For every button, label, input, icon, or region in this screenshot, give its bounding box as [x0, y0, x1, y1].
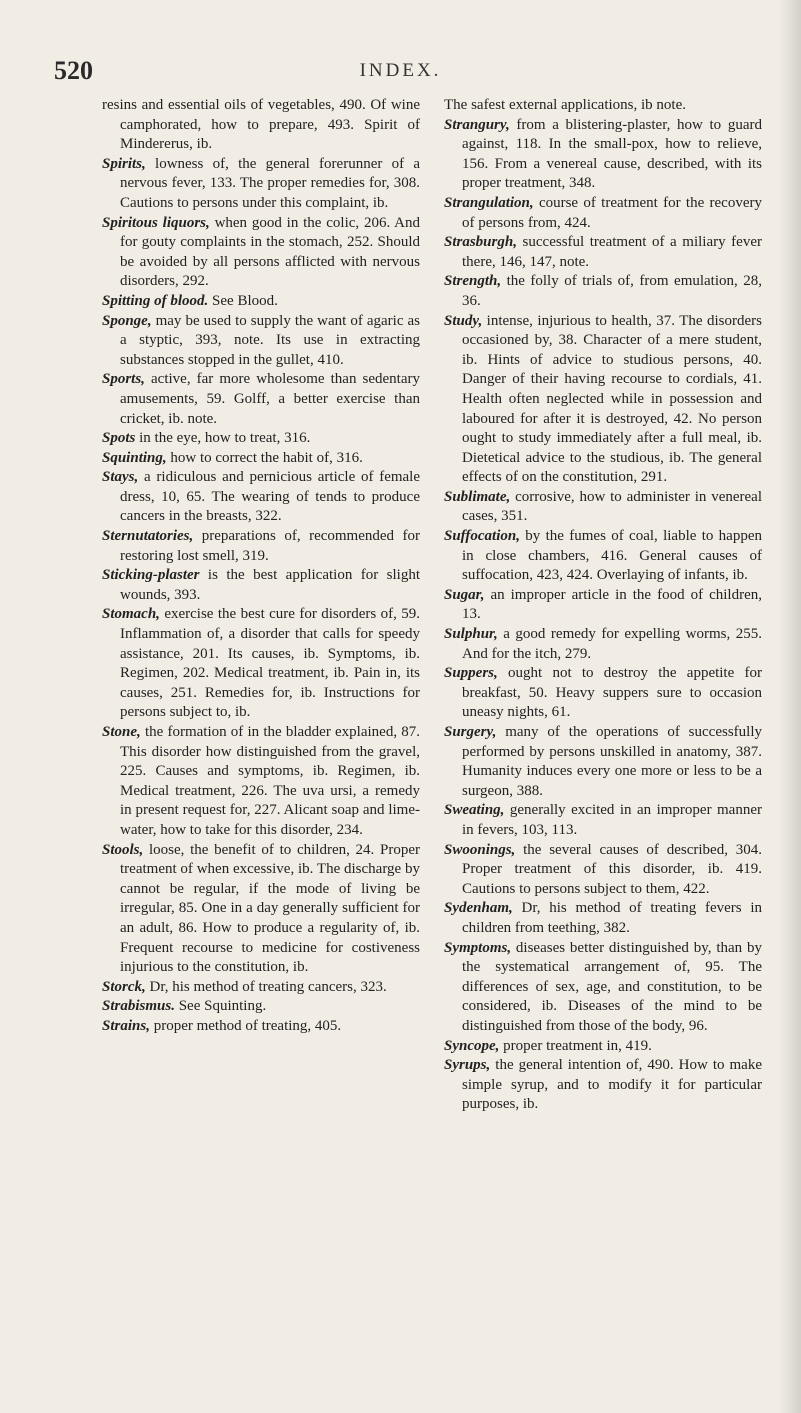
index-entry	[102, 978, 420, 998]
index-entry	[444, 723, 762, 801]
index-term: Sulphur,	[444, 626, 498, 643]
index-term: Suffocation,	[444, 528, 520, 545]
index-term: Sweating,	[444, 802, 505, 819]
index-columns	[102, 96, 762, 1115]
index-entry	[102, 155, 420, 214]
index-entry	[444, 116, 762, 194]
index-entry	[444, 233, 762, 272]
index-text: course of treatment for the recovery of persons from, 424.	[462, 194, 762, 231]
index-term: Spiritous liquors,	[102, 214, 210, 231]
index-text: a ridiculous and pernicious article of female dress, 10, 65. The wearing of tends to produce cancers in the breasts, 322.	[120, 469, 420, 525]
index-entry	[102, 605, 420, 723]
index-text: loose, the benefit of to children, 24. Proper treatment of when excessive, ib. The discharge by cannot be regular, if the mode of living be irregular, 85. One in a day generally sufficient for an adult, 86. How to produce a regularity of, ib. Frequent recourse to medicine for costiveness injurious to the constitution, ib.	[120, 841, 420, 976]
index-text: preparations of, recommended for restoring lost smell, 319.	[120, 528, 420, 564]
index-entry	[102, 1017, 420, 1037]
index-entry	[102, 527, 420, 566]
index-entry	[102, 214, 420, 292]
right-column	[444, 96, 762, 1115]
index-term: Strains,	[102, 1017, 150, 1034]
index-entry	[102, 723, 420, 841]
index-term: Syrups,	[444, 1057, 491, 1074]
index-entry	[102, 468, 420, 527]
index-text: in the eye, how to treat, 316.	[135, 430, 311, 447]
index-text: ought not to destroy the appetite for breakfast, 50. Heavy suppers sure to occasion uneasy nights, 61.	[462, 665, 762, 721]
index-term: Strangulation,	[444, 194, 534, 211]
index-term: Spots	[102, 430, 136, 447]
index-entry	[444, 1037, 762, 1057]
index-text: the folly of trials of, from emulation, 28, 36.	[462, 273, 762, 309]
index-term: Stays,	[102, 469, 139, 486]
index-entry	[444, 841, 762, 900]
index-text: successful treatment of a miliary fever there, 146, 147, note.	[462, 234, 762, 270]
index-entry	[102, 96, 420, 155]
index-text: resins and essential oils of vegetables, 490. Of wine camphorated, how to prepare, 493. Spirit of Mindererus, ib.	[102, 97, 420, 153]
index-text: a good remedy for expelling worms, 255. And for the itch, 279.	[462, 626, 762, 662]
index-entry	[102, 997, 420, 1017]
index-text: exercise the best cure for disorders of, 59. Inflammation of, a disorder that calls for speedy assistance, 201. Its causes, ib. Symptoms, ib. Regimen, 202. Medical treatment, ib. Pain in, its causes, 251. Remedies for, ib. Instructions for persons subject to, ib.	[120, 606, 420, 721]
index-entry	[102, 370, 420, 429]
index-term: Sublimate,	[444, 488, 511, 505]
index-text: how to correct the habit of, 316.	[166, 449, 363, 466]
index-term: Suppers,	[444, 665, 498, 682]
index-term: Spitting of blood.	[102, 292, 209, 309]
index-entry	[444, 939, 762, 1037]
index-term: Storck,	[102, 978, 146, 995]
index-entry	[444, 899, 762, 938]
index-text: is the best application for slight wounds, 393.	[120, 567, 420, 603]
index-term: Strasburgh,	[444, 234, 517, 251]
page-edge-shadow	[779, 0, 801, 1413]
index-text: proper method of treating, 405.	[149, 1017, 342, 1034]
index-text: the formation of in the bladder explained, 87. This disorder how distinguished from the gravel, 225. Causes and symptoms, ib. Regimen, ib. Medical treatment, 226. The uva ursi, a remedy in present request for, 227. Alicant soap and lime-water, how to take for this disorder, 234.	[120, 724, 420, 838]
index-term: Symptoms,	[444, 939, 512, 956]
index-entry	[444, 664, 762, 723]
index-entry	[444, 194, 762, 233]
index-text: may be used to supply the want of agaric as a styptic, 393, note. Its use in extracting substances stopped in the gullet, 410.	[120, 312, 420, 368]
index-text: from a blistering-plaster, how to guard against, 118. In the small-pox, how to relieve, 156. From a venereal cause, described, with its proper treatment, 348.	[462, 116, 762, 192]
index-entry	[444, 527, 762, 586]
index-term: Swoonings,	[444, 841, 516, 858]
index-text: an improper article in the food of children, 13.	[462, 586, 762, 623]
index-entry	[102, 429, 420, 449]
index-term: Sternutatories,	[102, 528, 194, 545]
index-text: The safest external applications, ib note.	[444, 97, 686, 113]
index-entry	[444, 488, 762, 527]
index-term: Sugar,	[444, 586, 485, 603]
index-text: active, far more wholesome than sedentary amusements, 59. Golff, a better exercise than cricket, ib. note.	[120, 371, 420, 427]
index-term: Syncope,	[444, 1037, 500, 1054]
index-entry	[444, 586, 762, 625]
index-text: See Squinting.	[174, 998, 267, 1015]
index-entry	[444, 625, 762, 664]
index-entry	[444, 312, 762, 488]
index-term: Stone,	[102, 724, 141, 740]
index-text: many of the operations of successfully performed by persons unskilled in anatomy, 387. Humanity induces every one more or less to be a surgeon, 388.	[462, 724, 762, 799]
index-entry	[102, 292, 420, 312]
index-term: Study,	[444, 312, 483, 329]
index-text: the several causes of described, 304. Proper treatment of this disorder, ib. 419. Cautions to persons subject to them, 422.	[462, 841, 762, 897]
index-text: Dr, his method of treating cancers, 323.	[145, 978, 387, 995]
index-term: Sports,	[102, 371, 145, 388]
index-term: Sticking-plaster	[102, 567, 200, 584]
page-number: 520	[54, 56, 93, 85]
index-text: diseases better distinguished by, than by the systematical arrangement of, 95. The differences of sex, age, and constitution, to be considered, ib. Diseases of the mind to be distinguished from those of the body, 96.	[462, 939, 762, 1034]
index-text: the general intention of, 490. How to make simple syrup, and to modify it for particular purposes, ib.	[462, 1057, 762, 1113]
index-term: Strangury,	[444, 116, 510, 133]
index-text: corrosive, how to administer in venereal cases, 351.	[462, 488, 762, 525]
index-entry	[444, 272, 762, 311]
index-entry	[444, 96, 762, 116]
index-term: Squinting,	[102, 449, 167, 466]
index-term: Strabismus.	[102, 998, 175, 1015]
index-term: Spirits,	[102, 155, 146, 172]
index-entry	[102, 566, 420, 605]
index-entry	[102, 841, 420, 978]
running-head: INDEX.	[359, 60, 442, 81]
index-text: proper treatment in, 419.	[499, 1037, 652, 1054]
index-term: Surgery,	[444, 724, 497, 740]
index-text: See Blood.	[208, 292, 278, 309]
index-entry	[444, 1056, 762, 1115]
index-text: by the fumes of coal, liable to happen in close chambers, 416. General causes of suffocation, 423, 424. Overlaying of infants, ib.	[462, 528, 762, 584]
left-column	[102, 96, 420, 1115]
index-term: Sydenham,	[444, 900, 513, 917]
index-entry	[102, 449, 420, 469]
index-text: intense, injurious to health, 37. The disorders occasioned by, 38. Character of a mere student, ib. Hints of advice to studious persons, 40. Danger of their having recourse to cordials, 41. Health often neglected while in possession and laboured for after it is destroyed, 42. No person ought to study immediately after a full meal, ib. Dietetical advice to the studious, ib. The general effects of on the constitution, 291.	[462, 312, 762, 486]
index-text: Dr, his method of treating fevers in children from teething, 382.	[462, 900, 762, 936]
index-text: lowness of, the general forerunner of a nervous fever, 133. The proper remedies for, 308. Cautions to persons under this complaint, ib.	[120, 155, 420, 211]
index-term: Stomach,	[102, 606, 160, 623]
index-entry	[102, 312, 420, 371]
index-text: when good in the colic, 206. And for gouty complaints in the stomach, 252. Should be avoided by all persons afflicted with nervous disorders, 292.	[120, 214, 420, 290]
index-term: Sponge,	[102, 312, 152, 329]
index-term: Stools,	[102, 841, 144, 858]
index-text: generally excited in an improper manner in fevers, 103, 113.	[462, 802, 762, 838]
index-entry	[444, 801, 762, 840]
index-term: Strength,	[444, 273, 502, 290]
